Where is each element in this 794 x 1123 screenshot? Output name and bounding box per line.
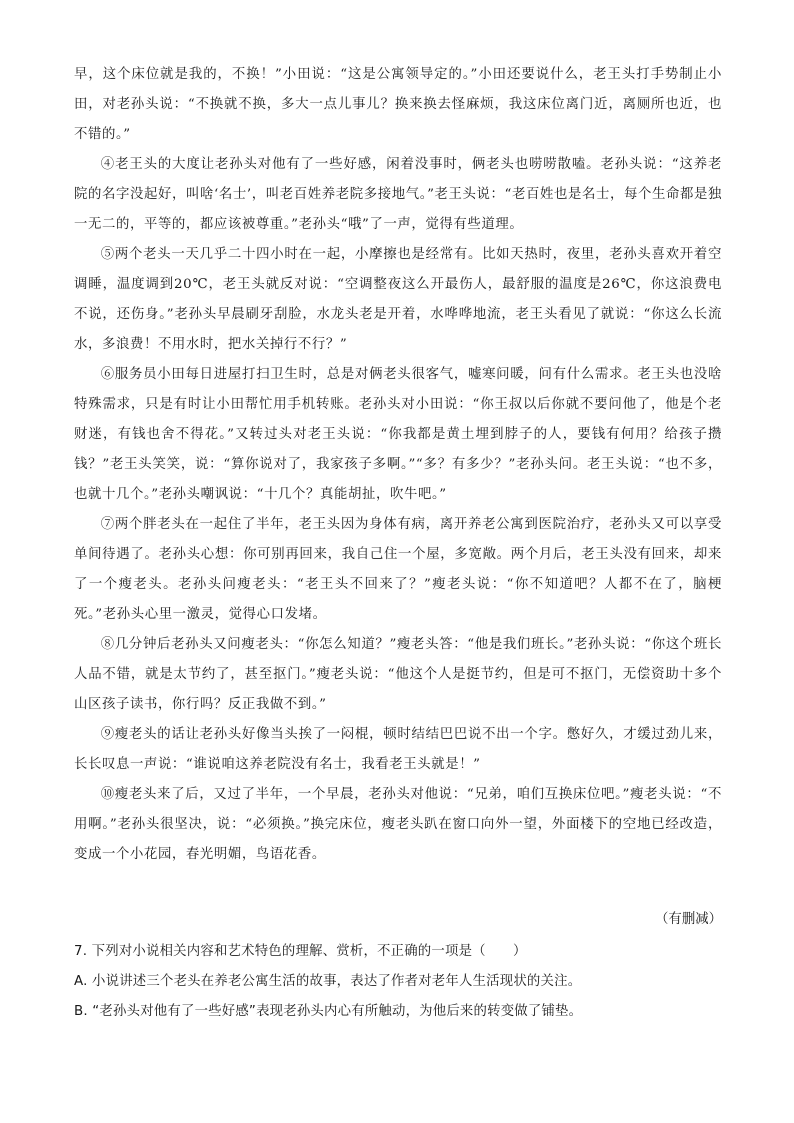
story-paragraph-6: ⑥服务员小田每日进屋打扫卫生时，总是对俩老头很客气，嘘寒问暖，问有什么需求。老王头也没啥特殊需求，只是有时让小田帮忙用手机转账。老孙头对小田说：“你王叔以后你就不要问他了，他是个老财迷，有钱也舍不得花。”又转过头对老王头说：“你我都是黄土埋到脖子的人，要钱有何用？给孩子攒钱？”老王头笑笑，说：“算你说对了，我家孩子多啊。”“多？有多少？”老孙头问。老王头说：“也不多，也就十几个。”老孙头嘲讽说：“十几个？真能胡扯，吹牛吧。” <box>74 367 722 502</box>
story-paragraph-5: ⑤两个老头一天几乎二十四小时在一起，小摩擦也是经常有。比如天热时，夜里，老孙头喜欢开着空调睡，温度调到20℃，老王头就反对说：“空调整夜这么开最伤人，最舒服的温度是26℃，你这浪费电不说，还伤身。”老孙头早晨刷牙刮脸，水龙头老是开着，水哗哗地流，老王头看见了就说：“你这么长流水，多浪费！不用水时，把水关掉行不行？” <box>74 247 722 352</box>
story-text <box>74 60 722 870</box>
story-paragraph-continued: 早，这个床位就是我的，不换！”小田说：“这是公寓领导定的。”小田还要说什么，老王头打手势制止小田，对老孙头说：“不换就不换，多大一点儿事儿？换来换去怪麻烦，我这床位离门近，离厕所也近，也不错的。” <box>74 67 722 142</box>
option-a: A. 小说讲述三个老头在养老公寓生活的故事，表达了作者对老年人生活现状的关注。 <box>74 974 582 989</box>
option-b: B. “老孙头对他有了一些好感”表现老孙头内心有所触动，为他后来的转变做了铺垫。 <box>74 1004 583 1019</box>
question-7 <box>74 937 734 1027</box>
story-paragraph-9: ⑨瘦老头的话让老孙头好像当头挨了一闷棍，顿时结结巴巴说不出一个字。憋好久，才缓过劲儿来，长长叹息一声说：“谁说咱这养老院没有名士，我看老王头就是！” <box>74 727 722 772</box>
story-paragraph-4: ④老王头的大度让老孙头对他有了一些好感，闲着没事时，俩老头也唠唠散嗑。老孙头说：“这养老院的名字没起好，叫啥‘名士’，叫老百姓养老院多接地气。”老王头说：“老百姓也是名士，每个生命都是独一无二的，平等的，都应该被尊重。”老孙头“哦”了一声，觉得有些道理。 <box>74 157 722 232</box>
story-paragraph-7: ⑦两个胖老头在一起住了半年，老王头因为身体有病，离开养老公寓到医院治疗，老孙头又可以享受单间待遇了。老孙头心想：你可别再回来，我自己住一个屋，多宽敞。两个月后，老王头没有回来，却来了一个瘦老头。老孙头问瘦老头：“老王头不回来了？”瘦老头说：“你不知道吧？人都不在了，脑梗死。”老孙头心里一激灵，觉得心口发堵。 <box>74 517 722 622</box>
story-paragraph-10: ⑩瘦老头来了后，又过了半年，一个早晨，老孙头对他说：“兄弟，咱们互换床位吧。”瘦老头说：“不用啊。”老孙头很坚决，说：“必须换。”换完床位，瘦老头趴在窗口向外一望，外面楼下的空地已经改造，变成一个小花园，春光明媚，鸟语花香。 <box>74 787 722 862</box>
question-stem: 7. 下列对小说相关内容和艺术特色的理解、赏析，不正确的一项是（ ） <box>74 944 527 959</box>
abridged-note: （有删减） <box>655 912 722 927</box>
story-paragraph-8: ⑧几分钟后老孙头又问瘦老头：“你怎么知道？”瘦老头答：“他是我们班长。”老孙头说：“你这个班长人品不错，就是太节约了，甚至抠门。”瘦老头说：“他这个人是挺节约，但是可不抠门，无偿资助十多个山区孩子读书，你行吗？反正我做不到。” <box>74 637 722 712</box>
